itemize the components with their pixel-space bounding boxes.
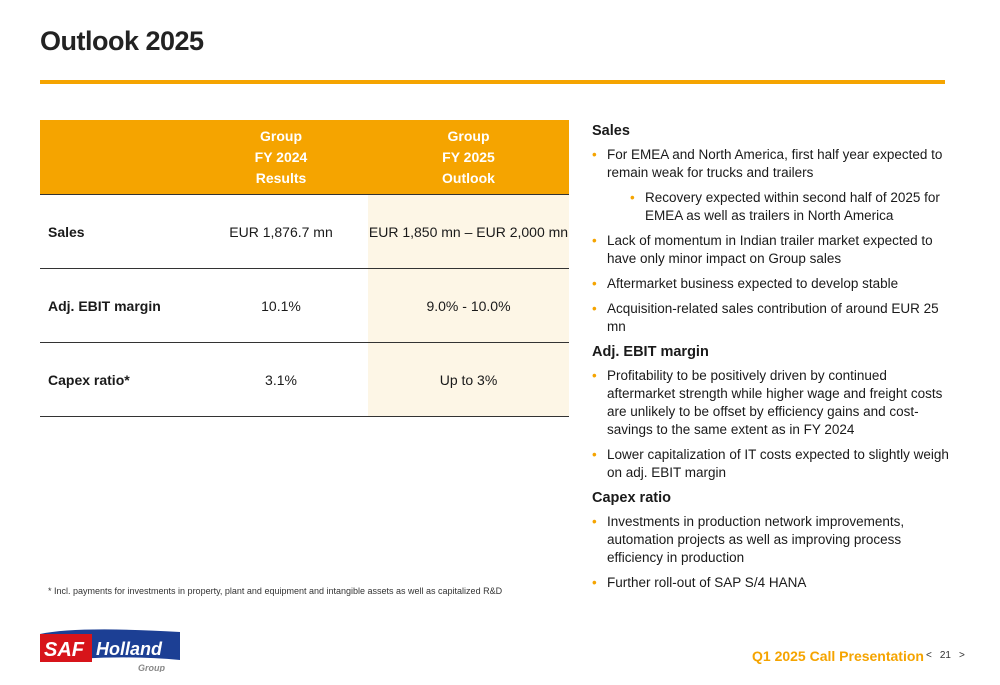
cell-fy2024: 3.1% [194, 343, 368, 417]
prev-page-button[interactable]: < [926, 650, 932, 661]
capex-bullets [592, 513, 952, 592]
cell-fy2024: EUR 1,876.7 mn [194, 195, 368, 269]
cell-fy2025: EUR 1,850 mn – EUR 2,000 mn [368, 195, 569, 269]
header-line: Outlook [442, 169, 495, 186]
table-row [40, 269, 569, 343]
sub-bullet-item: • Recovery expected within second half of 2025 for EMEA as well as trailers in North America [630, 189, 952, 225]
header-line: Group [447, 127, 490, 144]
ebit-bullets [592, 367, 952, 482]
cell-fy2025: Up to 3% [368, 343, 569, 417]
next-page-button[interactable]: > [958, 650, 965, 661]
saf-holland-logo [38, 628, 183, 672]
header-fy2025 [368, 120, 569, 195]
table-row [40, 195, 569, 269]
bullet-item: • Profitability to be positively driven by continued aftermarket strength while higher wage and freight costs are unlikely to be offset by efficiency gains and cost-savings to the same extent as in FY 2024 [592, 367, 952, 439]
section-heading-sales: Sales [592, 123, 630, 139]
header-fy2024 [194, 120, 368, 195]
row-label: Capex ratio* [40, 343, 194, 417]
footnote: * Incl. payments for investments in property, plant and equipment and intangible assets as well as capitalized R&D [48, 586, 503, 596]
page-title: Outlook 2025 [40, 26, 204, 56]
logo-text-right: Holland [96, 639, 162, 659]
header-line: FY 2025 [442, 148, 495, 165]
cell-fy2024: 10.1% [194, 269, 368, 343]
bullet-item: • Lack of momentum in Indian trailer market expected to have only minor impact on Group sales [592, 232, 952, 268]
header-line: Results [255, 169, 307, 186]
page-number: 21 [939, 650, 951, 661]
cell-fy2025: 9.0% - 10.0% [368, 269, 569, 343]
bullet-item: • Acquisition-related sales contribution of around EUR 25 mn [592, 300, 952, 336]
logo-subtext: Group [138, 663, 165, 672]
pager [926, 650, 965, 661]
section-heading-capex: Capex ratio [592, 490, 671, 506]
header-line: FY 2024 [254, 148, 308, 165]
row-label: Sales [40, 195, 194, 269]
bullet-item: • Further roll-out of SAP S/4 HANA [592, 574, 952, 592]
row-label: Adj. EBIT margin [40, 269, 194, 343]
table-header-row [40, 120, 569, 195]
title-underline [40, 80, 945, 84]
outlook-table [40, 120, 569, 417]
bullet-item: • For EMEA and North America, first half year expected to remain weak for trucks and trailers [592, 146, 952, 182]
header-line: Group [260, 127, 302, 144]
bullet-item: • Investments in production network improvements, automation projects as well as improving process efficiency in production [592, 513, 952, 567]
section-heading-ebit: Adj. EBIT margin [592, 344, 709, 360]
presentation-title: Q1 2025 Call Presentation [752, 648, 924, 664]
commentary-panel [592, 122, 952, 599]
logo-text-left: SAF [44, 639, 84, 661]
header-empty [40, 120, 194, 195]
bullet-item: • Aftermarket business expected to develop stable [592, 275, 952, 293]
table-row [40, 343, 569, 417]
sales-bullets [592, 146, 952, 336]
bullet-item: • Lower capitalization of IT costs expected to slightly weigh on adj. EBIT margin [592, 446, 952, 482]
